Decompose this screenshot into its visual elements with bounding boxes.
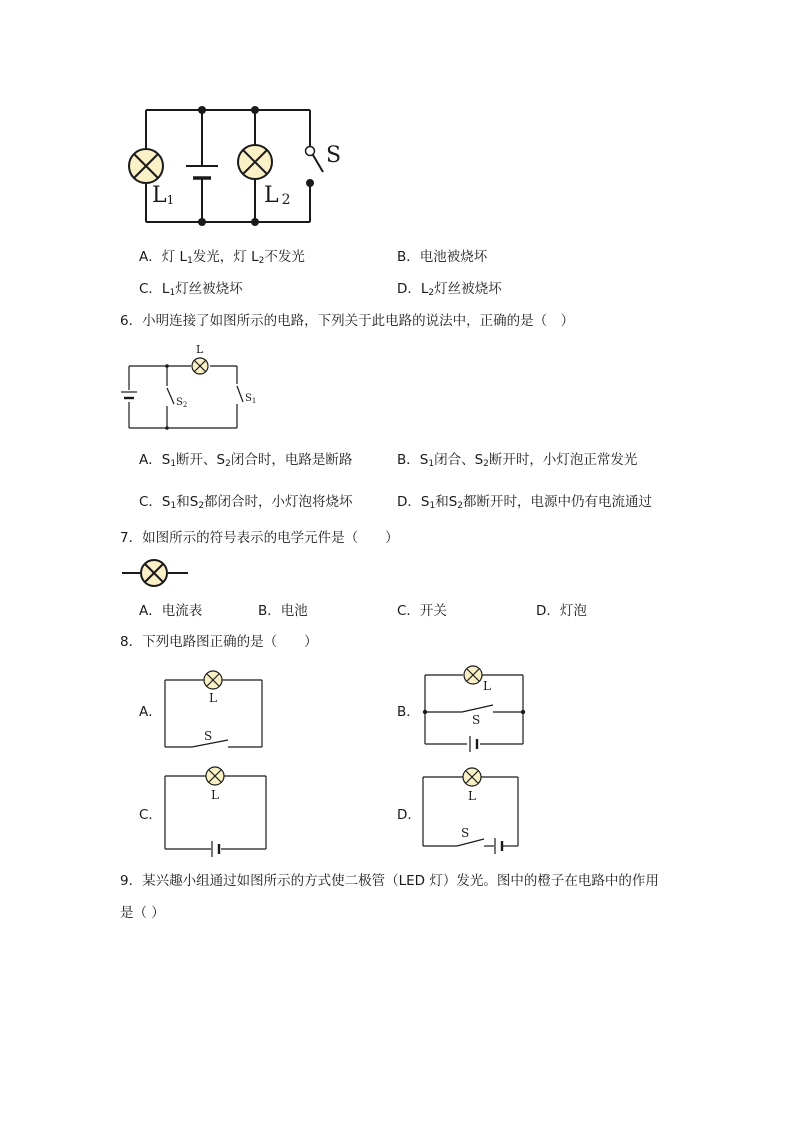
q9-stem-line1: 9．某兴趣小组通过如图所示的方式使二极管（LED 灯）发光。图中的橙子在电路中的作用: [120, 873, 659, 889]
q5-option-a[interactable]: A．灯 $L_1$发光，灯 $L_2$不发光: [139, 249, 305, 266]
battery-icon: [495, 838, 502, 854]
lamp-label: L: [483, 679, 491, 693]
q7-option-b[interactable]: B．电池: [258, 603, 308, 619]
lamp-icon: [464, 666, 482, 684]
q6-option-a[interactable]: A．$S_1$断开、$S_2$闭合时，电路是断路: [139, 452, 353, 469]
junction-dot: [198, 218, 206, 226]
switch-s2-label: $S_2$: [176, 397, 188, 409]
lamp-label: L: [196, 343, 204, 356]
q8-option-d-label[interactable]: D．: [397, 807, 421, 823]
switch-label: S: [472, 713, 481, 727]
q7-stem: 7．如图所示的符号表示的电学元件是（ ）: [120, 530, 399, 546]
q8-circuit-d: [423, 768, 518, 854]
switch-s-label: S: [326, 143, 342, 168]
lamp-label: L: [468, 789, 476, 803]
q6-option-b[interactable]: B．$S_1$闭合、$S_2$断开时，小灯泡正常发光: [397, 452, 638, 469]
battery-icon: [212, 841, 219, 857]
lamp-l2-icon: [238, 145, 272, 179]
battery-icon: [470, 736, 477, 752]
lamp-icon: [204, 671, 222, 689]
q5-option-c[interactable]: C．$L_1$灯丝被烧坏: [139, 281, 243, 298]
switch-s-icon: [306, 147, 324, 188]
q7-option-d[interactable]: D．灯泡: [536, 603, 587, 619]
lamp-l2-label: L 2: [264, 183, 291, 208]
lamp-icon: [192, 358, 208, 374]
q8-option-a-label[interactable]: A．: [139, 704, 162, 720]
lamp-label: L: [209, 691, 217, 705]
q8-circuit-c: [165, 767, 266, 857]
q8-option-b-label[interactable]: B．: [397, 704, 420, 720]
q5-option-d[interactable]: D．$L_2$灯丝被烧坏: [397, 281, 502, 298]
q7-lamp-symbol: [0, 555, 794, 595]
lamp-l1-label: L1: [152, 183, 175, 208]
q8-stem: 8．下列电路图正确的是（ ）: [120, 634, 318, 650]
q6-option-d[interactable]: D．$S_1$和$S_2$都断开时，电源中仍有电流通过: [397, 494, 653, 511]
switch-s2-icon: [167, 388, 174, 404]
q6-stem: 6．小明连接了如图所示的电路，下列关于此电路的说法中，正确的是（ ）: [120, 313, 575, 329]
lamp-icon: [206, 767, 224, 785]
junction-dot: [251, 106, 259, 114]
q7-option-a[interactable]: A．电流表: [139, 603, 203, 619]
battery-icon: [186, 166, 218, 178]
q5-circuit-figure: [0, 0, 794, 240]
switch-label: S: [204, 729, 213, 743]
q8-circuit-figures: [0, 660, 794, 870]
lamp-icon: [463, 768, 481, 786]
q6-option-c[interactable]: C．$S_1$和$S_2$都闭合时，小灯泡将烧坏: [139, 494, 353, 511]
q8-circuit-b: [423, 666, 525, 752]
junction-dot: [251, 218, 259, 226]
q7-option-c[interactable]: C．开关: [397, 603, 447, 619]
lamp-label: L: [211, 788, 219, 802]
lamp-icon: [141, 560, 167, 586]
lamp-l1-icon: [129, 149, 163, 183]
q6-circuit-figure: [0, 340, 794, 440]
switch-s1-icon: [237, 386, 243, 402]
switch-label: S: [461, 826, 470, 840]
q8-circuit-a: [165, 671, 262, 747]
junction-dot: [198, 106, 206, 114]
q8-option-c-label[interactable]: C．: [139, 807, 162, 823]
switch-s1-label: $S_1$: [245, 393, 257, 405]
q9-stem-line2: 是（ ）: [120, 905, 165, 921]
battery-icon: [121, 392, 137, 398]
q5-option-b[interactable]: B．电池被烧坏: [397, 249, 488, 265]
